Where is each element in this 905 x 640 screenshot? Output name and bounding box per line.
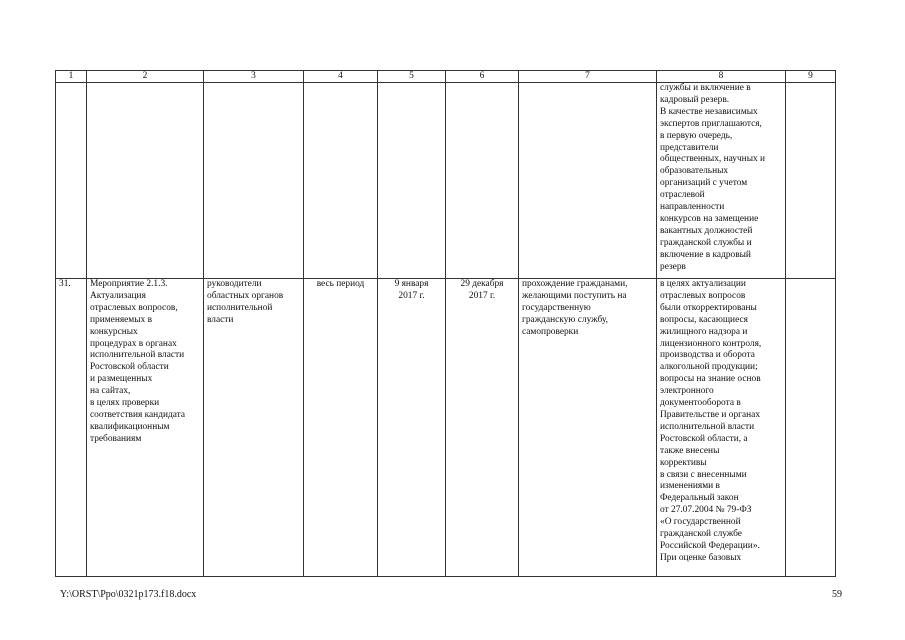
table-cell	[446, 83, 519, 279]
table-row-continuation	[56, 83, 836, 279]
table-cell	[786, 83, 836, 279]
end-date-cell: 29 декабря 2017 г.	[446, 279, 519, 577]
table-cell	[204, 83, 304, 279]
table-cell	[519, 83, 657, 279]
column-header: 9	[786, 71, 836, 83]
event-cell: Мероприятие 2.1.3. Актуализация отраслевых вопросов, применяемых в конкурсных процедурах в органах исполнительной власти Ростовской области и размещенных на сайтах, в целях проверки соответствия кандидата квалификационным требованиям	[87, 279, 204, 577]
footer-file-path: Y:\ORST\Ppo\0321p173.f18.docx	[60, 589, 197, 600]
row-number-cell: 31.	[56, 279, 87, 577]
column-header: 1	[56, 71, 87, 83]
start-date-cell: 9 января 2017 г.	[378, 279, 446, 577]
column-header: 7	[519, 71, 657, 83]
column-number-row	[56, 71, 836, 83]
column-header: 3	[204, 71, 304, 83]
column-header: 5	[378, 71, 446, 83]
page-number: 59	[832, 589, 842, 600]
table-cell	[378, 83, 446, 279]
responsible-cell: руководители областных органов исполнительной власти	[204, 279, 304, 577]
period-cell: весь период	[304, 279, 378, 577]
column-header: 2	[87, 71, 204, 83]
column-header: 4	[304, 71, 378, 83]
table-row-31	[56, 279, 836, 577]
monitoring-table	[55, 70, 836, 577]
actual-result-cell: в целях актуализации отраслевых вопросов были откорректированы вопросы, касающиеся жилищного надзора и лицензионного контроля, производства и оборота алкогольной продукции; вопросы на знание основ электронного документооборота в Правительстве и органах исполнительной власти Ростовской области, а также внесены коррективы в связи с внесенными изменениями в Федеральный закон от 27.07.2004 № 79-ФЗ «О государственной гражданской службе Российской Федерации». При оценке базовых	[657, 279, 786, 577]
notes-cell	[786, 279, 836, 577]
table-cell	[56, 83, 87, 279]
actual-result-cell: службы и включение в кадровый резерв. В качестве независимых экспертов приглашаются, в первую очередь, представители общественных, научных и образовательных организаций с учетом отраслевой направленности конкурсов на замещение вакантных должностей гражданской службы и включение в кадровый резерв	[657, 83, 786, 279]
column-header: 8	[657, 71, 786, 83]
table-cell	[304, 83, 378, 279]
table-cell	[87, 83, 204, 279]
expected-result-cell: прохождение гражданами, желающими поступить на государственную гражданскую службу, самопроверки	[519, 279, 657, 577]
column-header: 6	[446, 71, 519, 83]
